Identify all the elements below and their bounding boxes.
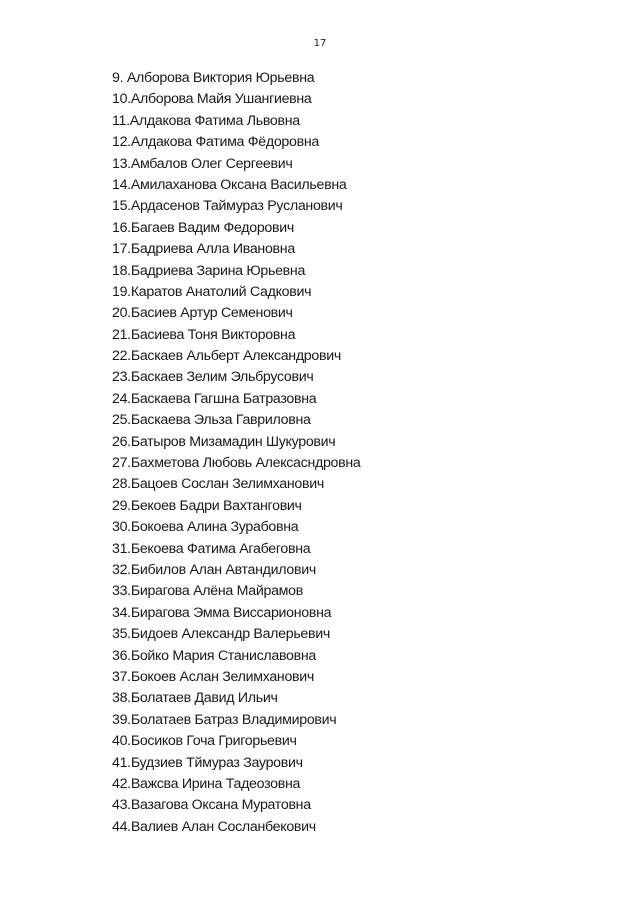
list-item: 13.Амбалов Олег Сергеевич xyxy=(112,155,293,172)
page-number: 17 xyxy=(313,38,327,49)
list-item: 33.Бирагова Алёна Майрамов xyxy=(112,583,303,600)
name-list xyxy=(112,68,361,838)
list-item: 31.Бекоева Фатима Агабеговна xyxy=(112,540,311,557)
list-item: 24.Баскаева Гагшна Батразовна xyxy=(112,390,317,407)
list-item: 38.Болатаев Давид Ильич xyxy=(112,690,278,707)
list-item: 16.Багаев Вадим Федорович xyxy=(112,219,294,236)
list-item: 43.Вазагова Оксана Муратовна xyxy=(112,797,311,814)
list-item: 14.Амилаханова Оксана Васильевна xyxy=(112,176,347,193)
list-item: 35.Бидоев Александр Валерьевич xyxy=(112,626,330,643)
list-item: 15.Ардасенов Таймураз Русланович xyxy=(112,198,343,215)
list-item: 36.Бойко Мария Станиславовна xyxy=(112,647,316,664)
list-item: 18.Бадриева Зарина Юрьевна xyxy=(112,262,306,279)
list-item: 32.Бибилов Алан Автандилович xyxy=(112,561,316,578)
list-item: 26.Батыров Мизамадин Шукурович xyxy=(112,433,336,450)
list-item: 30.Бокоева Алина Зурабовна xyxy=(112,519,299,536)
list-item: 39.Болатаев Батраз Владимирович xyxy=(112,711,337,728)
list-item: 12.Алдакова Фатима Фёдоровна xyxy=(112,134,319,151)
list-item: 10.Алборова Майя Ушангиевна xyxy=(112,91,312,108)
list-item: 20.Басиев Артур Семенович xyxy=(112,305,293,322)
list-item: 22.Баскаев Альберт Александрович xyxy=(112,348,341,365)
list-item: 37.Бокоев Аслан Зелимханович xyxy=(112,668,315,685)
list-item: 28.Бацоев Сослан Зелимханович xyxy=(112,476,324,493)
list-item: 44.Валиев Алан Сосланбекович xyxy=(112,818,316,835)
list-item: 11.Алдакова Фатима Львовна xyxy=(112,112,300,129)
list-item: 9. Алборова Виктория Юрьевна xyxy=(112,70,315,86)
list-item: 40.Босиков Гоча Григорьевич xyxy=(112,733,297,750)
list-item: 27.Бахметова Любовь Алексасндровна xyxy=(112,455,361,472)
list-item: 25.Баскаева Эльза Гавриловна xyxy=(112,412,311,429)
list-item: 29.Бекоев Бадри Вахтангович xyxy=(112,497,302,514)
list-item: 41.Будзиев Тймураз Заурович xyxy=(112,754,303,771)
list-item: 17.Бадриева Алла Ивановна xyxy=(112,241,295,258)
list-item: 34.Бирагова Эмма Виссарионовна xyxy=(112,604,332,621)
list-item: 21.Басиева Тоня Викторовна xyxy=(112,326,296,343)
list-item: 42.Важсва Ирина Тадеозовна xyxy=(112,775,301,792)
list-item: 19.Каратов Анатолий Садкович xyxy=(112,283,312,300)
list-item: 23.Баскаев Зелим Эльбрусович xyxy=(112,369,314,386)
